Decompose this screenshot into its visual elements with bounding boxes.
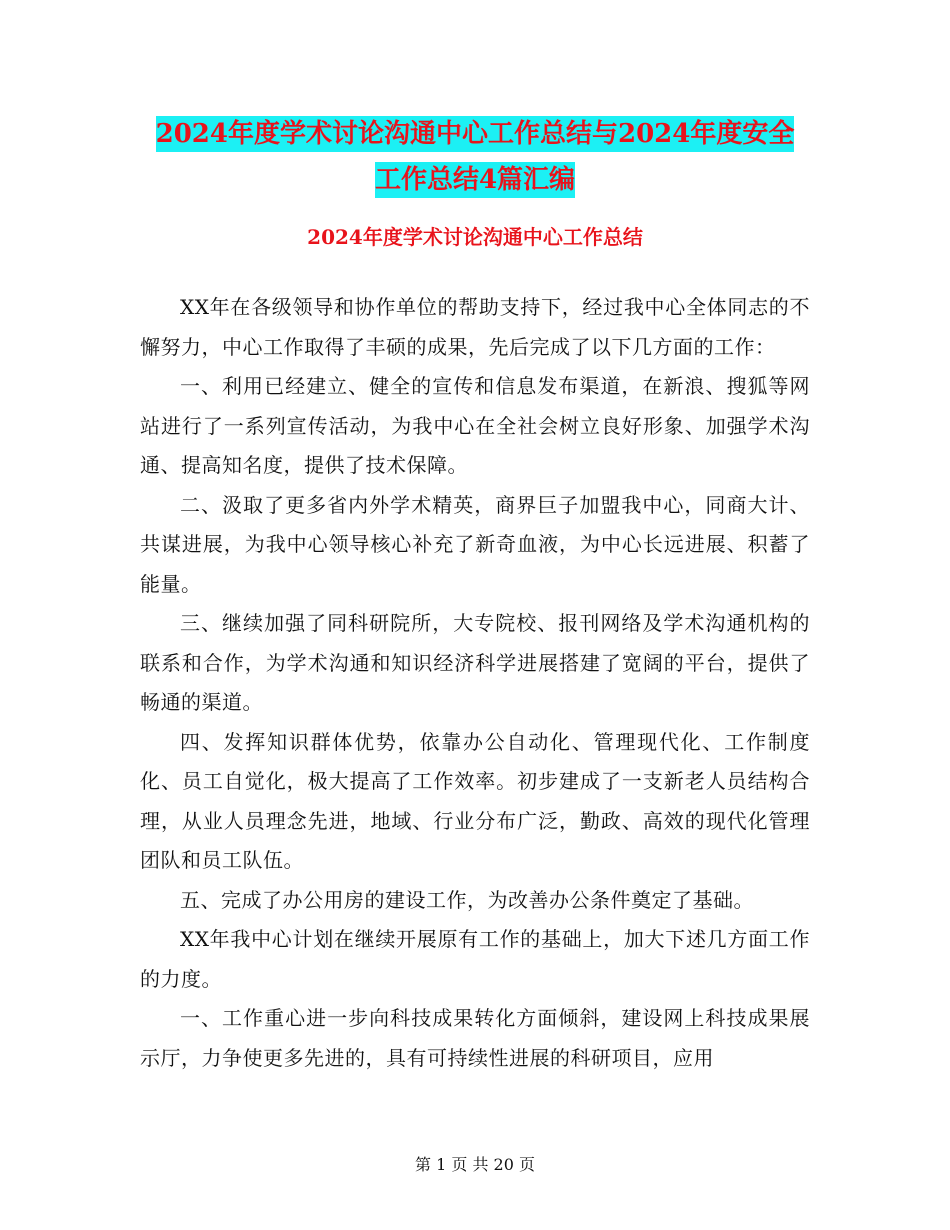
paragraph: 二、汲取了更多省内外学术精英，商界巨子加盟我中心，同商大计、共谋进展，为我中心领导核心补充了新奇血液，为中心长远进展、积蓄了能量。 — [140, 492, 810, 596]
paragraph: XX年我中心计划在继续开展原有工作的基础上，加大下述几方面工作的力度。 — [140, 927, 810, 991]
paragraph: 三、继续加强了同科研院所，大专院校、报刊网络及学术沟通机构的联系和合作，为学术沟通和知识经济科学进展搭建了宽阔的平台，提供了畅通的渠道。 — [140, 611, 810, 714]
paragraph: 一、工作重心进一步向科技成果转化方面倾斜，建设网上科技成果展示厅，力争使更多先进的，具有可持续性进展的科研项目，应用 — [140, 1006, 810, 1070]
paragraph: 一、利用已经建立、健全的宣传和信息发布渠道，在新浪、搜狐等网站进行了一系列宣传活动，为我中心在全社会树立良好形象、加强学术沟通、提高知名度，提供了技术保障。 — [140, 374, 810, 477]
document-title-line-1: 2024年度学术讨论沟通中心工作总结与2024年度安全 — [156, 116, 795, 152]
document-title — [140, 111, 810, 203]
paragraph: 四、发挥知识群体优势，依靠办公自动化、管理现代化、工作制度化、员工自觉化，极大提高了工作效率。初步建成了一支新老人员结构合理，从业人员理念先进，地域、行业分布广泛，勤政、高效的现代化管理团队和员工队伍。 — [140, 729, 810, 872]
body-text — [140, 288, 810, 1078]
document-title-line-2: 工作总结4篇汇编 — [375, 162, 575, 198]
paragraph: XX年在各级领导和协作单位的帮助支持下，经过我中心全体同志的不懈努力，中心工作取得了丰硕的成果，先后完成了以下几方面的工作： — [140, 295, 810, 359]
section-title: 2024年度学术讨论沟通中心工作总结 — [307, 225, 643, 249]
paragraph: 五、完成了办公用房的建设工作，为改善办公条件奠定了基础。 — [180, 887, 754, 912]
page-footer: 第 1 页 共 20 页 — [415, 1155, 535, 1174]
